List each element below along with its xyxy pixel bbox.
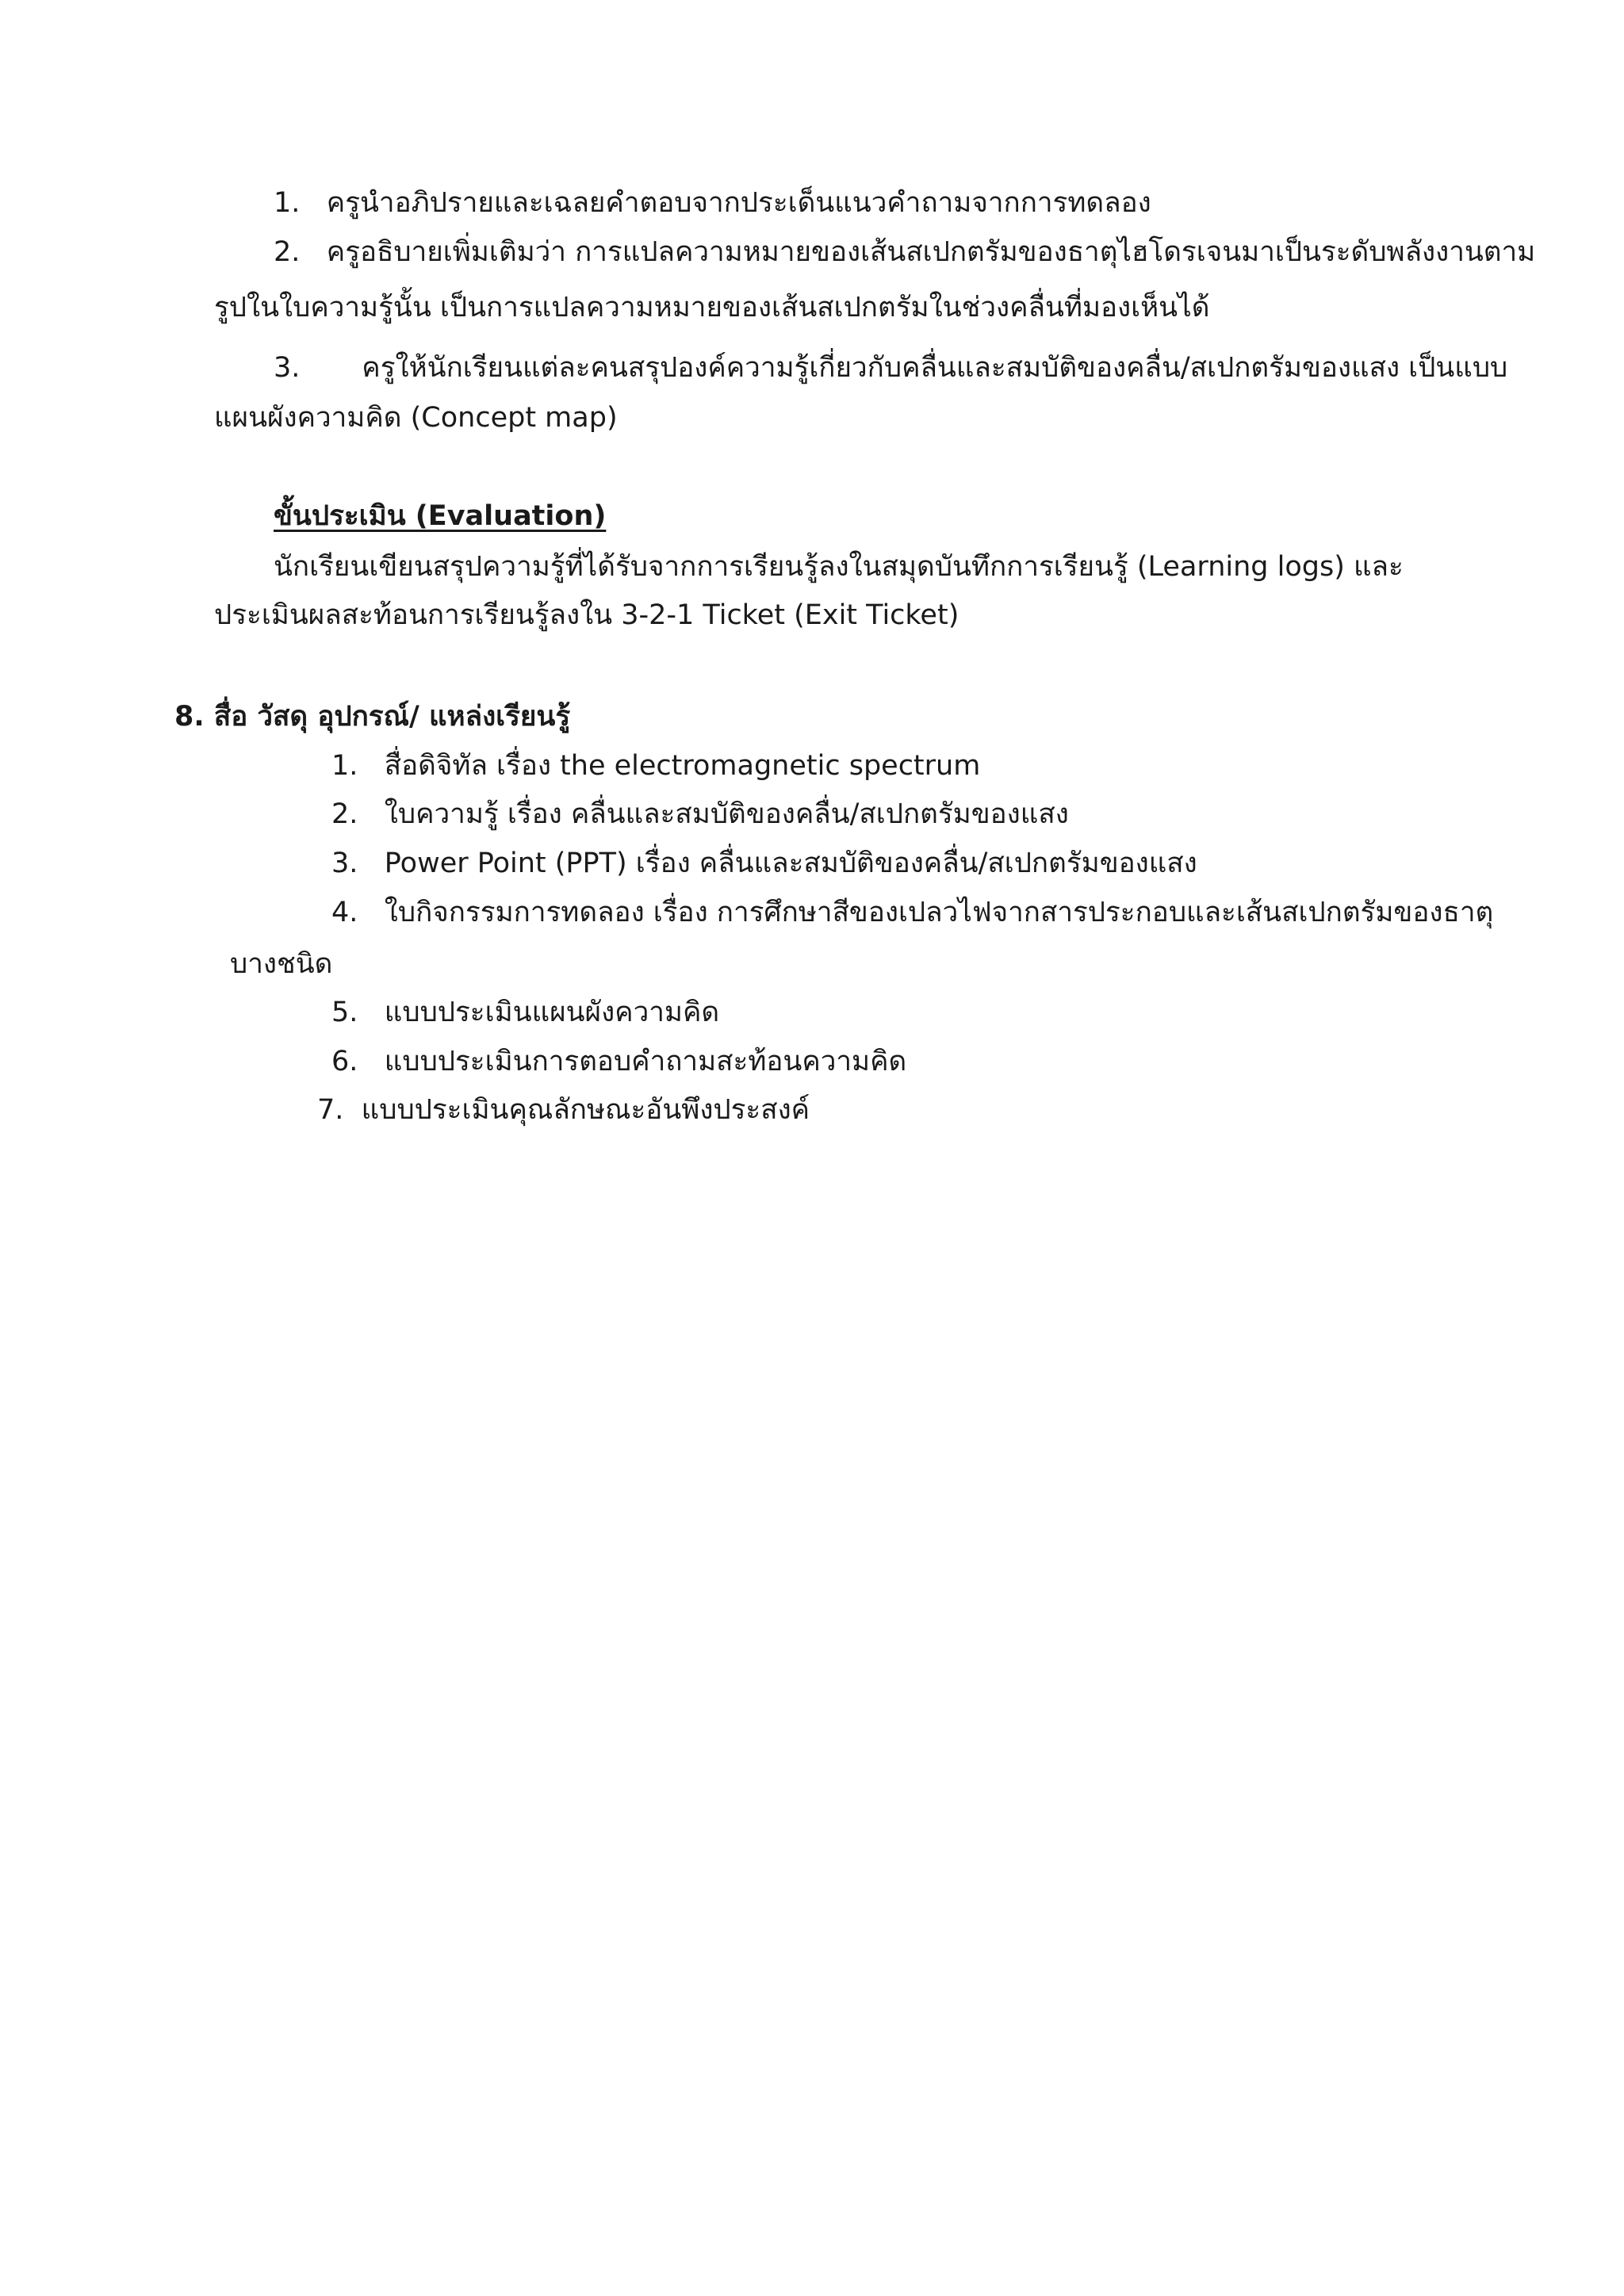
material-text: ใบกิจกรรมการทดลอง เรื่อง การศึกษาสีของเปลวไฟจากสารประกอบและเส้นสเปกตรัมของธาตุ [384, 897, 1494, 928]
material-number: 7. [317, 1094, 344, 1126]
step-text: ครูให้นักเรียนแต่ละคนสรุปองค์ความรู้เกี่ยวกับคลื่นและสมบัติของคลื่น/สเปกตรัมของแสง เป็นแบบ [362, 352, 1508, 384]
material-text: แบบประเมินแผนผังความคิด [384, 997, 720, 1028]
material-number: 4. [331, 897, 358, 928]
material-text: แบบประเมินการตอบคำถามสะท้อนความคิด [384, 1046, 907, 1077]
material-item-7 [317, 1091, 810, 1129]
step-item-2-continued [214, 289, 1209, 327]
material-item-2 [331, 795, 1069, 833]
materials-heading: 8. สื่อ วัสดุ อุปกรณ์/ แหล่งเรียนรู้ [174, 701, 571, 733]
material-text: สื่อดิจิทัล เรื่อง the electromagnetic spectrum [384, 750, 981, 782]
material-item-5 [331, 993, 719, 1031]
step-text: ครูอธิบายเพิ่มเติมว่า การแปลความหมายของเส้นสเปกตรัมของธาตุไฮโดรเจนมาเป็นระดับพลังงานตาม [326, 236, 1536, 268]
material-text-continued: บางชนิด [230, 948, 333, 980]
material-item-3 [331, 844, 1197, 882]
step-item-1 [274, 184, 1151, 222]
material-number: 5. [331, 997, 358, 1028]
step-item-2 [274, 233, 1535, 271]
material-text: แบบประเมินคุณลักษณะอันพึงประสงค์ [361, 1094, 810, 1126]
evaluation-line-1: นักเรียนเขียนสรุปความรู้ที่ได้รับจากการเรียนรู้ลงในสมุดบันทึกการเรียนรู้ (Learning logs) และ [274, 551, 1404, 583]
step-number: 2. [274, 236, 301, 268]
material-number: 6. [331, 1046, 358, 1077]
material-item-1 [331, 747, 980, 785]
material-text: Power Point (PPT) เรื่อง คลื่นและสมบัติของคลื่น/สเปกตรัมของแสง [384, 848, 1197, 879]
step-item-3-continued [214, 399, 618, 437]
material-item-4 [331, 894, 1493, 932]
step-text-continued: แผนผังความคิด (Concept map) [214, 402, 618, 434]
evaluation-line-2: ประเมินผลสะท้อนการเรียนรู้ลงใน 3-2-1 Ticket (Exit Ticket) [214, 599, 959, 631]
material-number: 2. [331, 798, 358, 830]
step-text-continued: รูปในใบความรู้นั้น เป็นการแปลความหมายของเส้นสเปกตรัมในช่วงคลื่นที่มองเห็นได้ [214, 292, 1210, 323]
material-item-6 [331, 1043, 906, 1081]
step-number: 3. [274, 352, 301, 384]
step-text: ครูนำอภิปรายและเฉลยคำตอบจากประเด็นแนวคำถามจากการทดลอง [326, 187, 1151, 219]
material-number: 1. [331, 750, 358, 782]
material-text: ใบความรู้ เรื่อง คลื่นและสมบัติของคลื่น/สเปกตรัมของแสง [384, 798, 1069, 830]
step-number: 1. [274, 187, 301, 219]
material-number: 3. [331, 848, 358, 879]
material-item-4-continued [230, 945, 332, 983]
evaluation-heading: ขั้นประเมิน (Evaluation) [274, 500, 607, 532]
step-item-3 [274, 349, 1507, 387]
